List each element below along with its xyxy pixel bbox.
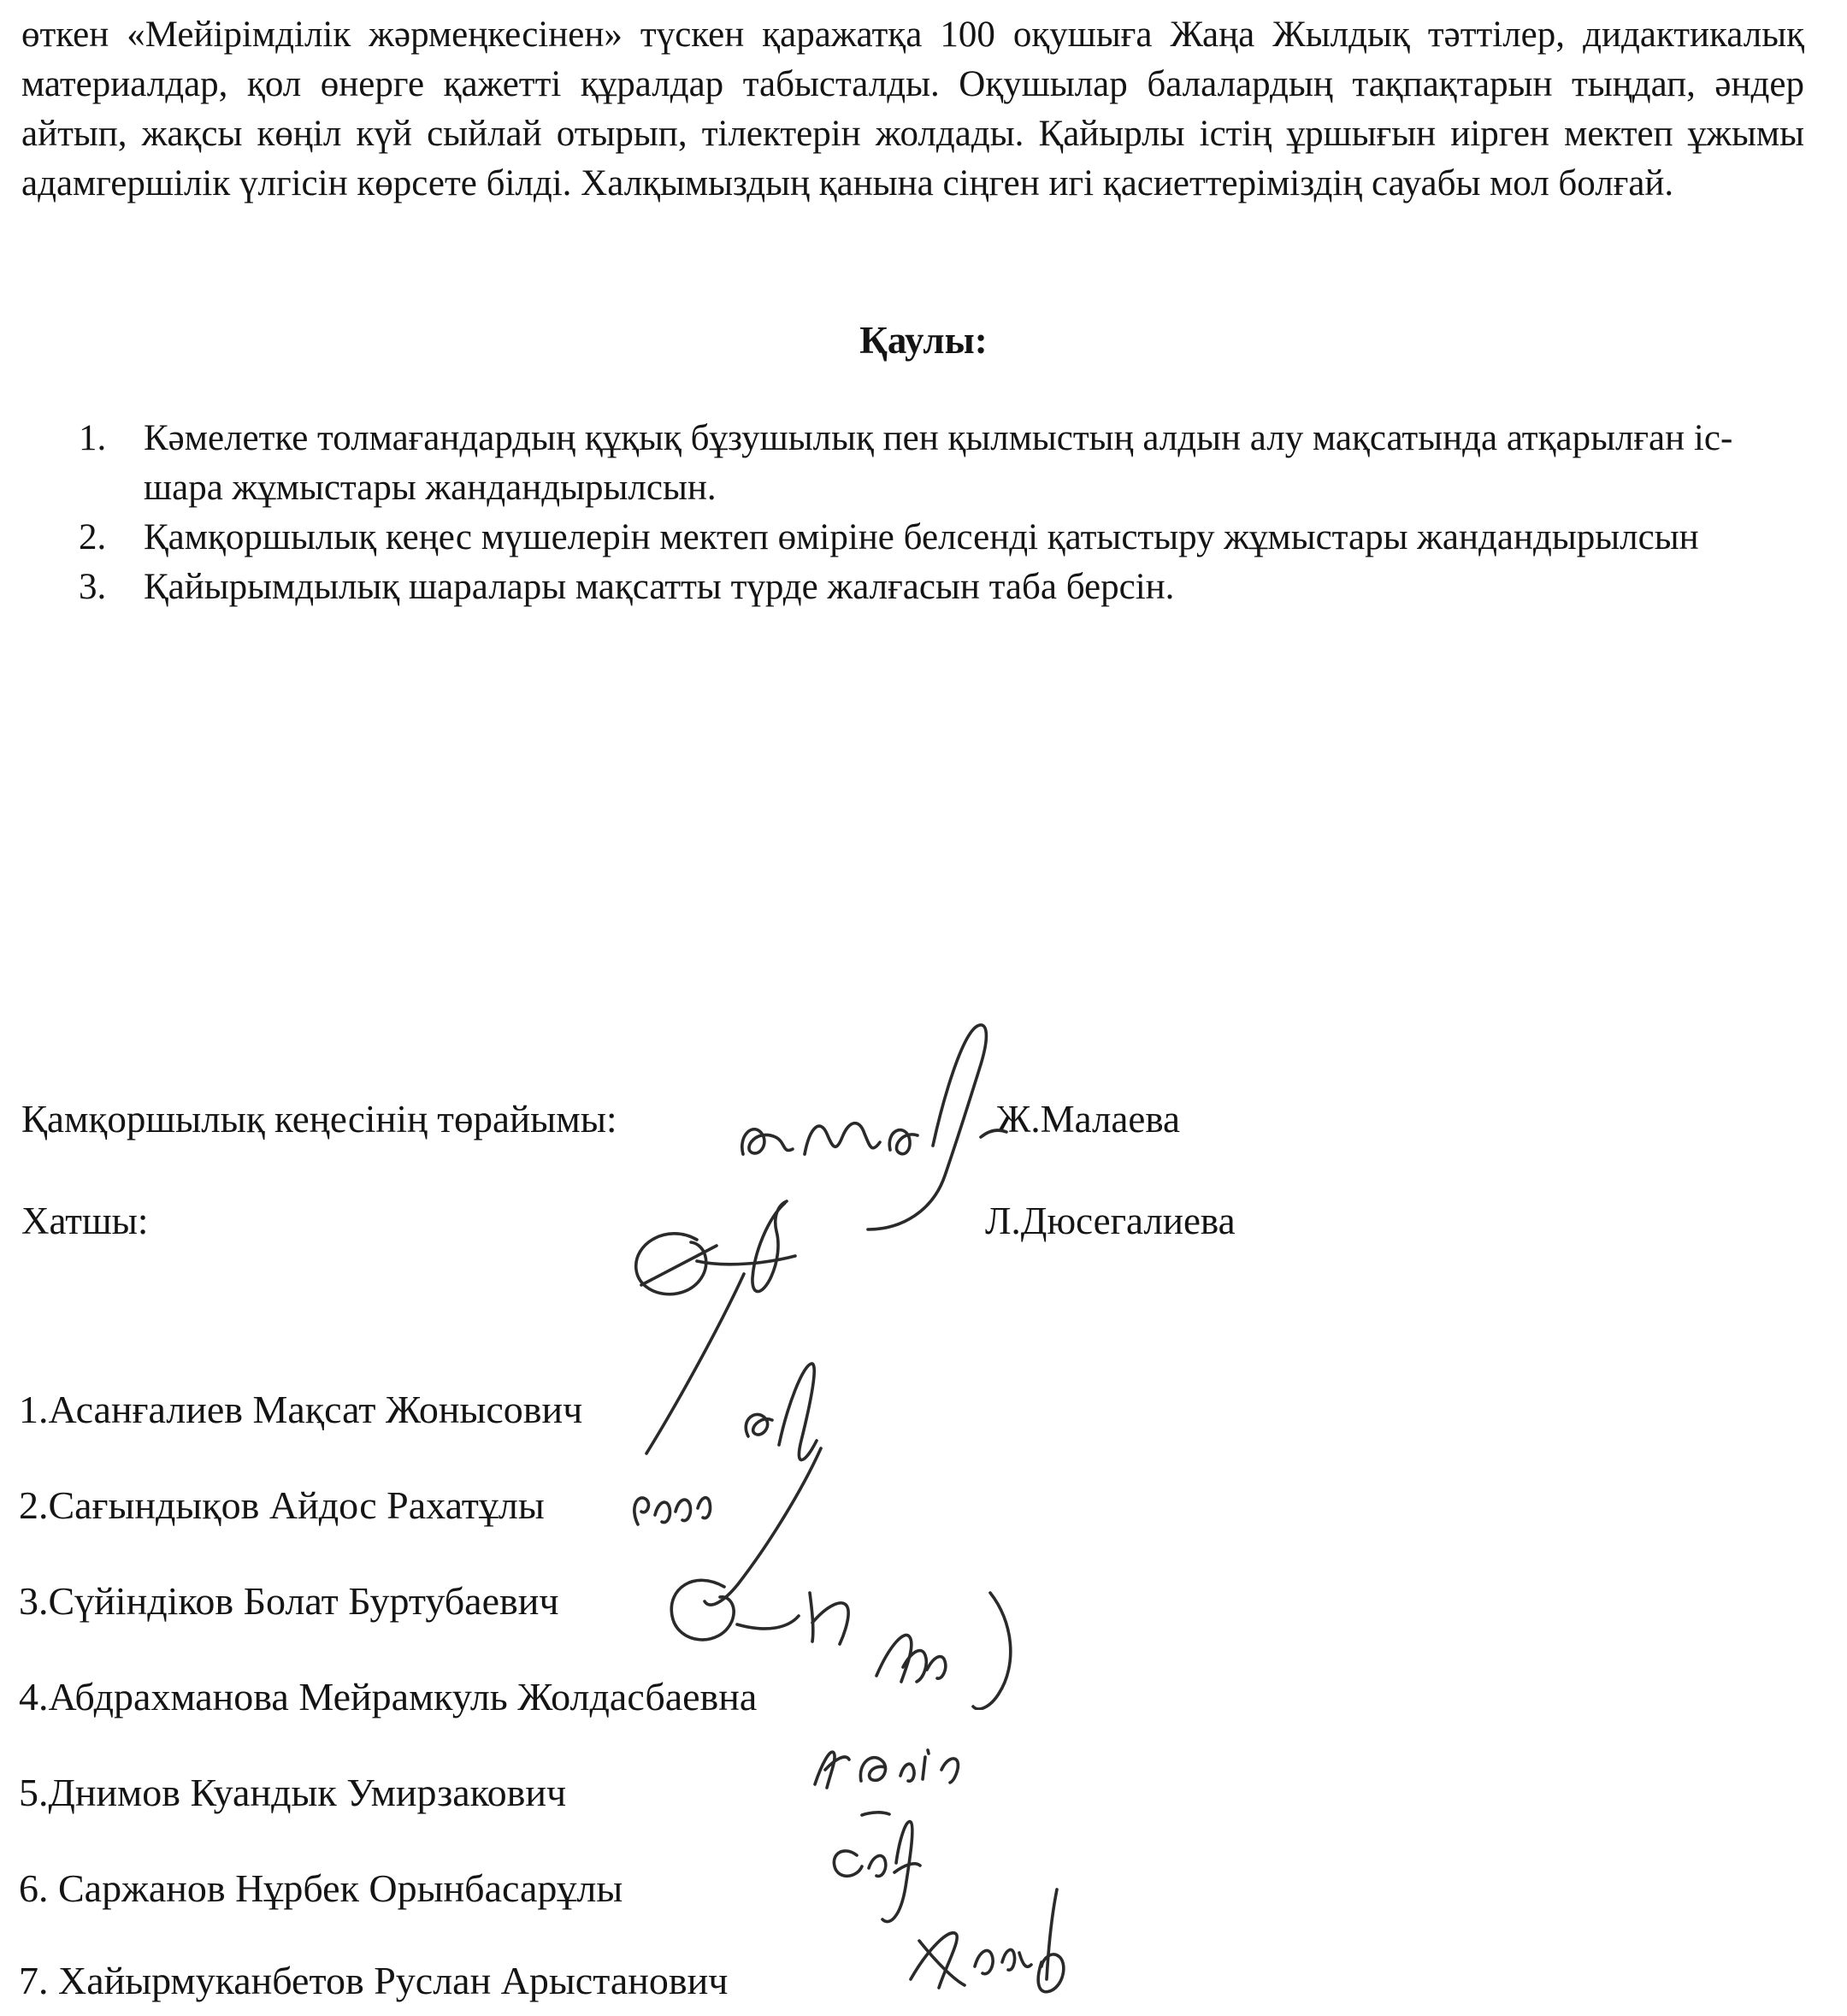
signature-member-7-ink <box>889 1881 1090 2016</box>
chairwoman-name: Ж.Малаева <box>996 1098 1180 1141</box>
resolution-item <box>79 563 1789 612</box>
chairwoman-role-label: Қамқоршылық кеңесінің төрайымы: <box>21 1098 617 1141</box>
resolution-item-text: Қайырымдылық шаралары мақсатты түрде жалғасын таба берсін. <box>144 567 1175 607</box>
resolution-item <box>79 513 1789 563</box>
signature-secretary-ink <box>616 1193 812 1466</box>
resolution-item-text: Қамқоршылық кеңес мүшелерін мектеп өміріне белсенді қатыстыру жұмыстары жандандырылсын <box>144 517 1699 557</box>
signature-member-1-ink <box>723 1355 834 1483</box>
member-row: 4.Абдрахманова Мейрамкуль Жолдасбаевна <box>19 1675 758 1718</box>
member-row: 1.Асанғалиев Мақсат Жонысович <box>19 1388 583 1431</box>
resolution-item-text: Кәмелетке толмағандардың құқық бұзушылық пен қылмыстың алдын алу мақсатында атқарылған іс-шара жұмыстары жандандырылсын. <box>144 418 1733 508</box>
signature-member-2-ink <box>623 1443 832 1614</box>
secretary-role-label: Хатшы: <box>21 1200 149 1242</box>
signature-member-6-ink <box>821 1808 941 1924</box>
signature-member-4-ink <box>855 1586 1026 1710</box>
resolution-item-number: 1. <box>79 418 107 458</box>
signature-chairwoman-ink <box>731 1017 1013 1240</box>
resolution-item <box>79 414 1789 513</box>
member-row: 2.Сағындықов Айдос Рахатұлы <box>19 1483 545 1527</box>
secretary-name: Л.Дюсегалиева <box>985 1200 1236 1242</box>
resolution-item-number: 2. <box>79 517 107 557</box>
resolution-list <box>79 414 1789 612</box>
resolution-item-number: 3. <box>79 567 107 607</box>
member-row: 6. Саржанов Нұрбек Орынбасарұлы <box>19 1866 623 1910</box>
member-row: 7. Хайырмуканбетов Руслан Арыстанович <box>19 1959 729 2002</box>
signature-member-3-ink <box>652 1563 874 1665</box>
resolution-heading: Қаулы: <box>859 319 988 362</box>
intro-paragraph: өткен «Мейірімділік жәрмеңкесінен» түскен қаражатқа 100 оқушыға Жаңа Жылдық тәттілер, дидактикалық материалдар, қол өнерге қажетті құралдар табысталды. Оқушылар балалардың тақпақтарын тыңдап, әндер айтып, жақсы көңіл күй сыйлай отырып, тілектерін жолдады. Қайырлы істің ұршығын иірген мектеп ұжымы адамгершілік үлгісін көрсете білді. Халқымыздың қанына сіңген игі қасиеттеріміздің сауабы мол болғай. <box>21 15 1804 203</box>
member-row: 5.Днимов Куандык Умирзакович <box>19 1771 567 1814</box>
signature-member-5-ink <box>800 1731 979 1800</box>
member-row: 3.Сүйіндіков Болат Буртубаевич <box>19 1579 559 1623</box>
